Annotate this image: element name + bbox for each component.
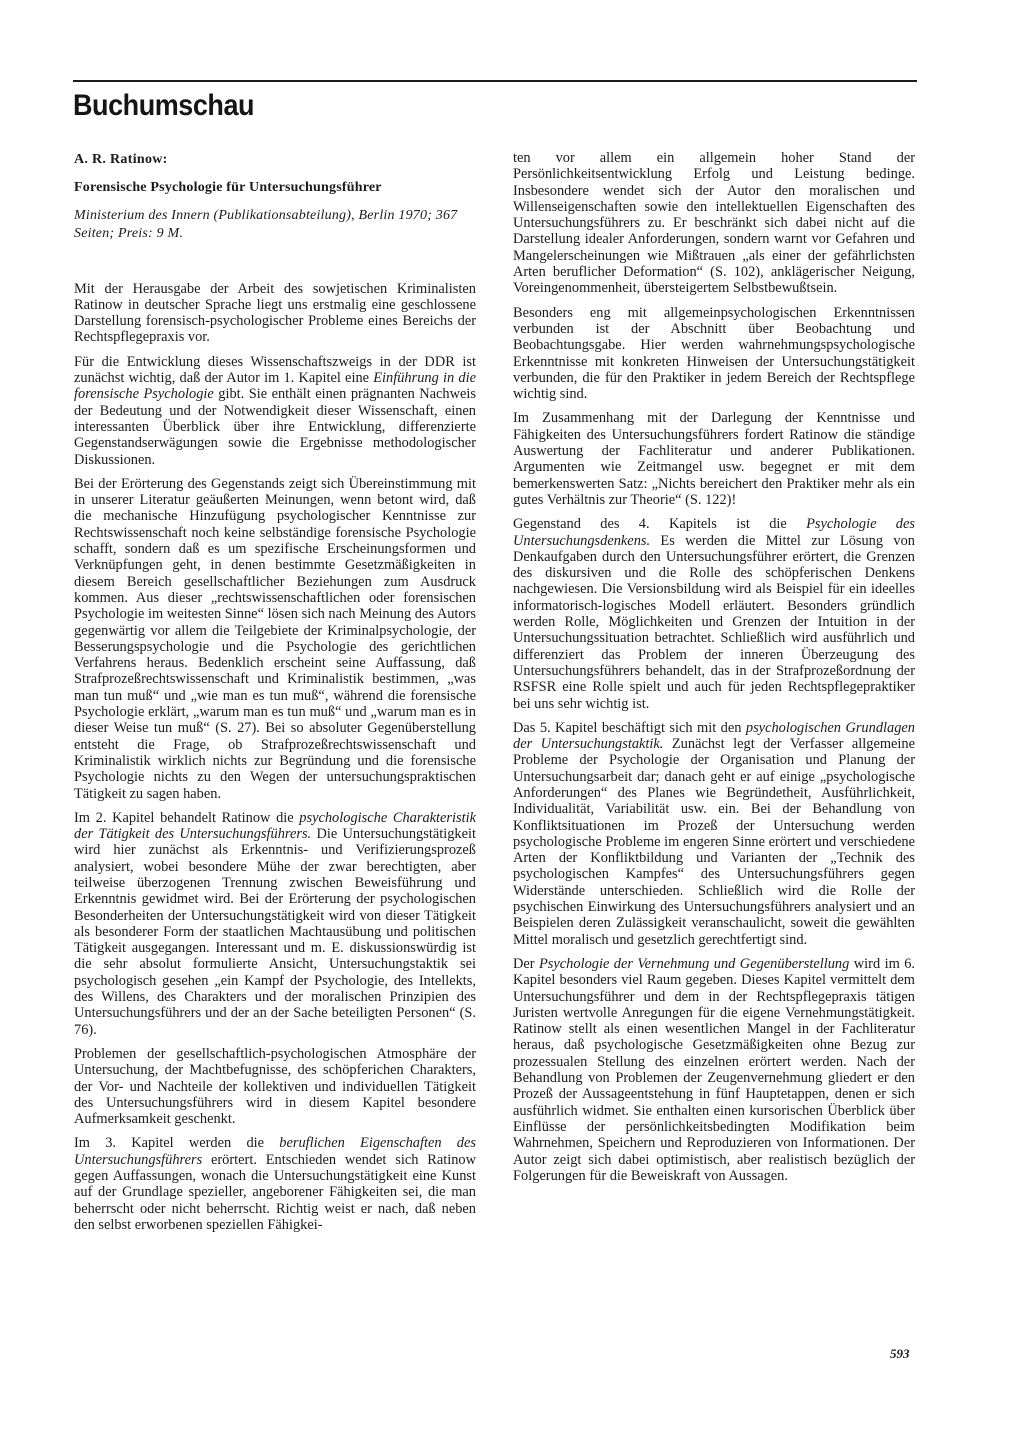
paragraph-text: Für die Entwicklung dieses Wissenschaftszweigs in der DDR ist zunächst wichtig, daß der Autor im 1. Kapitel eine: [74, 353, 476, 387]
paragraph-text: Im 2. Kapitel behandelt Ratinow die: [74, 809, 300, 826]
emphasis-text: psychologischen Grundlagen der Untersuchungstaktik.: [513, 719, 915, 753]
publication-info: Ministerium des Innern (Publikationsabteilung), Berlin 1970; 367 Seiten; Preis: 9 M.: [74, 207, 458, 241]
emphasis-text: Psychologie der Vernehmung und Gegenüberstellung: [539, 955, 850, 972]
paragraph-text: Mit der Herausgabe der Arbeit des sowjetischen Kriminalisten Ratinow in deutscher Sprache liegt uns erstmalig eine geschlossene Darstellung forensisch-psychologischer Probleme eines Bereichs der Rechtspflegepraxis vor.: [74, 280, 476, 346]
body-paragraph: [74, 476, 476, 802]
body-paragraph: [513, 516, 915, 712]
body-paragraph: [513, 305, 915, 403]
paragraph-text: Zunächst legt der Verfasser allgemeine Probleme der Psychologie der Organisation und Planung der Untersuchungsarbeit dar; danach geht er auf einige „psychologische Anforderungen“ des Planes wie Begründetheit, Ausführlichkeit, Individualität, Variabilität usw. ein. Bei der Behandlung von Konfliktsituationen im Prozeß der Untersuchung werden psychologische Probleme im engeren Sinne erörtert und verschiedene Arten der Konfliktbildung und Varianten der „Technik des psychologischen Kampfes“ des Untersuchungsführers gegen Widerstände unterschieden. Schließlich wird die Rolle der psychischen Einwirkung des Untersuchungsführers analysiert und an Beispielen deren Zulässigkeit veranschaulicht, soweit die gewählten Mittel moralisch und gesetzlich gerechtfertigt sind.: [513, 736, 915, 948]
review-author: A. R. Ratinow:: [74, 152, 168, 167]
body-paragraph: [74, 281, 476, 346]
paragraph-text: Problemen der gesellschaftlich-psychologischen Atmosphäre der Untersuchung, der Machtbefugnisse, des schöpferichen Charakters, der Vor- und Nachteile der kollektiven und individuellen Tätigkeit des Untersuchungsführers wird in diesem Kapitel besondere Aufmerksamkeit geschenkt.: [74, 1045, 476, 1128]
body-paragraph: [74, 1046, 476, 1127]
body-paragraph: [513, 720, 915, 948]
emphasis-text: beruflichen Eigenschaften des Untersuchungsführers: [74, 1135, 476, 1168]
emphasis-text: psychologische Charakteristik der Tätigkeit des Untersuchungsführers.: [74, 809, 476, 843]
paragraph-text: Die Untersuchungstätigkeit wird hier zunächst als Erkenntnis- und Verifizierungsprozeß analysiert, wobei besondere Mühe der zwar berechtigten, aber teilweise überzogenen Trennung zwischen Beweisführung und Erkenntnis gewidmet wird. Bei der Erörterung der psychologischen Besonderheiten der Untersuchungstätigkeit wird von dieser Tätigkeit als besonderer Form der staatlichen Machtausübung und politischen Tätigkeit ausgegangen. Interessant und m. E. diskussionswürdig ist die sehr absolut formulierte Ansicht, Untersuchungstaktik sei psychologisch gesehen „ein Kampf der Psychologie, des Intellekts, des Willens, des Charakters und der moralischen Prinzipien des Untersuchungsführers und der an der Sache beteiligten Personen“ (S. 76).: [74, 826, 476, 1038]
left-column: [74, 148, 476, 1241]
paragraph-text: Es werden die Mittel zur Lösung von Denkaufgaben durch den Untersuchungsführer erörtert, die Grenzen des diskursiven und die Rolle des schöpferischen Denkens nachgewiesen. Die Versionsbildung wird als Beispiel für ein ideelles informatorisch-logisches Modell erläutert. Besonders gründlich werden Rolle, Möglichkeiten und Grenzen der Intuition in der Untersuchungssituation betrachtet. Schließlich wird ausführlich und differenziert das Problem der inneren Überzeugung des Untersuchungsführers behandelt, das in der Strafprozeßordnung der RSFSR eine Rolle spielt und auch für jeden Rechtspflegepraktiker bei uns sehr wichtig ist.: [513, 532, 915, 712]
paragraph-text: wird im 6. Kapitel besonders viel Raum gegeben. Dieses Kapitel vermittelt dem Untersuchungsführer und dem in der Rechtspflegepraxis tätigen Juristen wertvolle Anregungen für die eigene Vernehmungstätigkeit. Ratinow stellt als einen wesentlichen Mangel in der Fachliteratur heraus, daß psychologische Gesetzmäßigkeiten ohne Bezug zur prozessualen Stellung des einzelnen erörtert werden. Nach der Behandlung von Problemen der Zeugenvernehmung gliedert er den Prozeß der Aussageentstehung in fünf Hauptetappen, denen er sich ausführlich widmet. Sie enthalten einen kursorischen Überblick über Einflüsse der persönlichkeitsbedingten Modifikation beim Wahrnehmen, Speichern und Reproduzieren von Informationen. Der Autor zeigt sich dabei optimistisch, aber realistisch bezüglich der Folgerungen für die Beweiskraft von Aussagen.: [513, 955, 916, 1184]
body-paragraph: [74, 810, 476, 1038]
paragraph-text: erörtert. Entschieden wendet sich Ratinow gegen Auffassungen, wonach die Untersuchungstätigkeit eine Kunst auf der Grundlage spezieller, angeborener Fähigkeiten sei, die man beherrscht oder nicht beherrscht. Richtig weist er nach, daß neben den selbst erworbenen speziellen Fähigkei-: [74, 1151, 476, 1233]
header-rule: [73, 80, 917, 82]
paragraph-text: Der: [513, 955, 540, 972]
body-paragraph: [74, 354, 476, 468]
right-column: [513, 150, 915, 1192]
left-body: [74, 281, 476, 1234]
paragraph-text: gibt. Sie enthält einen prägnanten Nachweis der Bedeutung und der Notwendigkeit dieser Wissenschaft, einen interessanten Überblick über ihre Entwicklung, differenzierte Gegenstandserwägungen sowie die Ergebnisse methodologischer Diskussionen.: [74, 386, 476, 468]
body-paragraph: [74, 1135, 476, 1233]
emphasis-text: Einführung in die forensische Psychologie: [74, 370, 477, 403]
paragraph-text: Gegenstand des 4. Kapitels ist die: [513, 516, 807, 533]
paragraph-text: Besonders eng mit allgemeinpsychologischen Erkenntnissen verbunden ist der Abschnitt über Beobachtung und Beobachtungsgabe. Hier werden wahrnehmungspsychologische Erkenntnisse mit konkreten Hinweisen der Untersuchungstätigkeit verbunden, die für den Praktiker in jedem Bereich der Rechtspflege wichtig sind.: [513, 304, 915, 403]
page-number: 593: [890, 1346, 910, 1361]
paragraph-text: ten vor allem ein allgemein hoher Stand der Persönlichkeitsentwicklung Erfolg und Leistung bedinge. Insbesondere wendet sich der Autor den moralischen und Willenseigenschaften sowie den intellektuellen Eigenschaften des Untersuchungsführers zu. Er beschränkt sich dabei nicht auf die Darstellung idealer Anforderungen, sondern warnt vor Gefahren und Mangelerscheinungen wie Mißtrauen „als einer der gefährlichsten Arten beruflicher Deformation“ (S. 102), anklägerischer Neigung, Voreingenommenheit, übersteigertem Selbstbewußtsein.: [513, 150, 915, 297]
section-title: Buchumschau: [73, 89, 255, 122]
paragraph-text: Das 5. Kapitel beschäftigt sich mit den: [513, 719, 746, 736]
emphasis-text: Psychologie des Untersuchungsdenkens.: [513, 516, 915, 549]
right-body: [513, 150, 915, 1184]
body-paragraph: [513, 410, 915, 508]
body-paragraph: [513, 150, 915, 297]
paragraph-text: Bei der Erörterung des Gegenstands zeigt sich Übereinstimmung mit in unserer Literatur geäußerten Meinungen, wenn betont wird, daß die mechanische Hinzufügung psychologischer Kenntnisse zur Rechtswissenschaft noch keine selbständige forensische Psychologie schafft, sondern daß es um spezifische Erscheinungsformen und Verknüpfungen geht, in denen bestimmte Gesetzmäßigkeiten in diesem Bereich gesellschaftlicher Beziehungen zum Ausdruck kommen. Aus dieser „rechtswissenschaftlichen oder forensischen Psychologie im weitesten Sinne“ lösen sich nach Meinung des Autors gegenwärtig vor allem die Teilgebiete der Kriminalpsychologie, der Besserungspsychologie und die Psychologie des gerichtlichen Verfahrens heraus. Bedenklich erscheint seine Auffassung, daß Strafprozeßrechtswissenschaft und Kriminalistik bestimmen, „was man tun muß“ und „wie man es tun muß“, während die forensische Psychologie erklärt, „warum man es tun muß“ und „warum man es in dieser Weise tun muß“ (S. 27). Bei so absoluter Gegenüberstellung entsteht die Frage, ob Strafprozeßrechtswissenschaft und Kriminalistik wirklich nichts zur Begründung und die forensische Psychologie nichts zu den Wegen der untersuchungspraktischen Tätigkeit zu sagen haben.: [74, 475, 476, 802]
body-paragraph: [513, 956, 915, 1184]
paragraph-text: Im 3. Kapitel werden die: [74, 1135, 280, 1152]
book-title: Forensische Psychologie für Untersuchungsführer: [74, 180, 382, 196]
paragraph-text: Im Zusammenhang mit der Darlegung der Kenntnisse und Fähigkeiten des Untersuchungsführers fordert Ratinow die ständige Auswertung der Fachliteratur und anderer Publikationen. Argumenten wie Zeitmangel usw. begegnet er mit dem bemerkenswerten Satz: „Nichts bereichert den Praktiker mehr als ein gutes Verhältnis zur Theorie“ (S. 122)!: [513, 410, 915, 508]
